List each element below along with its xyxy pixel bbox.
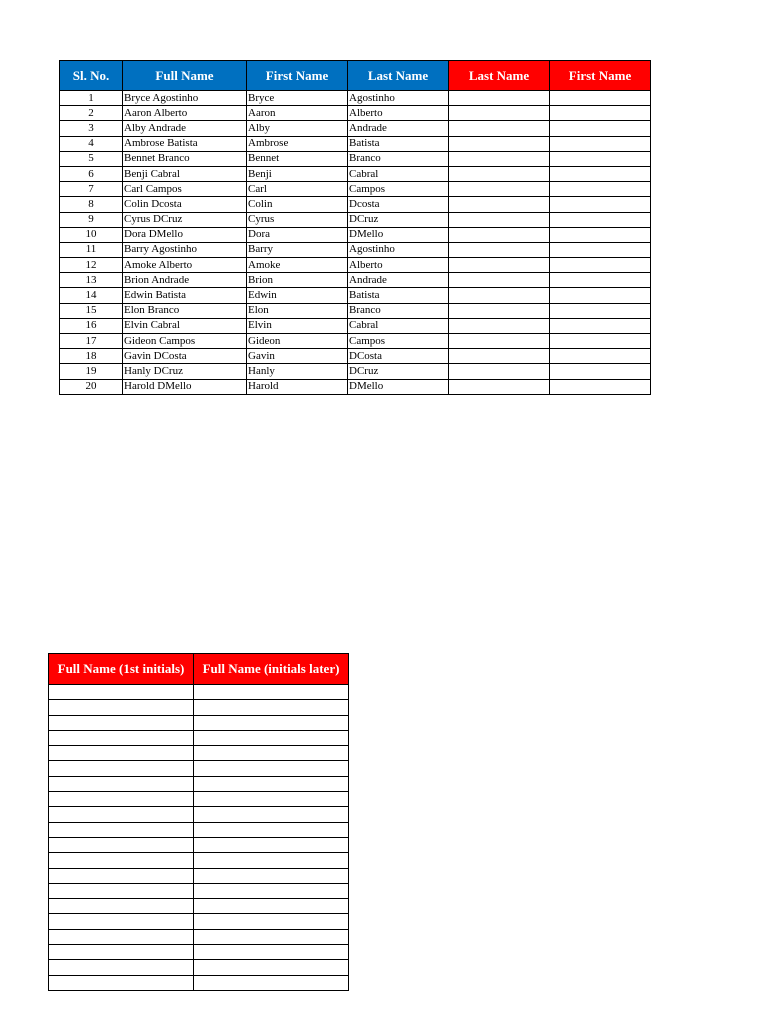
header-full-name-initials-later[interactable]: Full Name (initials later) <box>194 654 349 685</box>
cell-first-name-result[interactable] <box>550 334 651 349</box>
cell-sl-no[interactable]: 10 <box>60 227 123 242</box>
cell-sl-no[interactable]: 14 <box>60 288 123 303</box>
cell-full-name[interactable]: Elon Branco <box>123 303 247 318</box>
cell-full-name[interactable]: Harold DMello <box>123 379 247 394</box>
cell-full-name-first-initials[interactable] <box>49 715 194 730</box>
table-row <box>60 182 651 197</box>
cell-full-name[interactable]: Ambrose Batista <box>123 136 247 151</box>
cell-last-name[interactable]: Campos <box>348 182 449 197</box>
cell-sl-no[interactable]: 15 <box>60 303 123 318</box>
cell-sl-no[interactable]: 13 <box>60 273 123 288</box>
cell-first-name-result[interactable] <box>550 151 651 166</box>
cell-full-name-first-initials[interactable] <box>49 746 194 761</box>
cell-first-name-result[interactable] <box>550 379 651 394</box>
cell-last-name[interactable]: Batista <box>348 136 449 151</box>
cell-first-name-result[interactable] <box>550 166 651 181</box>
cell-full-name-initials-later[interactable] <box>194 746 349 761</box>
cell-first-name-result[interactable] <box>550 106 651 121</box>
cell-last-name-result[interactable] <box>449 364 550 379</box>
cell-full-name-first-initials[interactable] <box>49 929 194 944</box>
cell-first-name-result[interactable] <box>550 258 651 273</box>
table-row <box>60 318 651 333</box>
table-row <box>60 227 651 242</box>
cell-sl-no[interactable]: 5 <box>60 151 123 166</box>
cell-sl-no[interactable]: 18 <box>60 349 123 364</box>
header-first-name[interactable]: First Name <box>247 61 348 91</box>
cell-full-name[interactable]: Cyrus DCruz <box>123 212 247 227</box>
cell-full-name-initials-later[interactable] <box>194 807 349 822</box>
cell-first-name-result[interactable] <box>550 197 651 212</box>
cell-sl-no[interactable]: 11 <box>60 242 123 257</box>
cell-full-name[interactable]: Benji Cabral <box>123 166 247 181</box>
cell-sl-no[interactable]: 4 <box>60 136 123 151</box>
cell-full-name-initials-later[interactable] <box>194 853 349 868</box>
table-row <box>60 303 651 318</box>
cell-full-name-first-initials[interactable] <box>49 914 194 929</box>
cell-last-name-result[interactable] <box>449 258 550 273</box>
names-table-body <box>60 91 651 395</box>
table-row <box>49 929 349 944</box>
cell-first-name-result[interactable] <box>550 91 651 106</box>
cell-full-name-initials-later[interactable] <box>194 899 349 914</box>
table-row <box>49 700 349 715</box>
cell-sl-no[interactable]: 3 <box>60 121 123 136</box>
cell-first-name[interactable]: Elvin <box>247 318 348 333</box>
header-last-name[interactable]: Last Name <box>348 61 449 91</box>
cell-last-name-result[interactable] <box>449 318 550 333</box>
table-row <box>49 899 349 914</box>
table-row <box>60 273 651 288</box>
cell-last-name-result[interactable] <box>449 151 550 166</box>
cell-last-name[interactable]: Branco <box>348 303 449 318</box>
cell-first-name[interactable]: Barry <box>247 242 348 257</box>
table-row <box>49 792 349 807</box>
table-row <box>49 837 349 852</box>
cell-full-name[interactable]: Bennet Branco <box>123 151 247 166</box>
cell-last-name[interactable]: Andrade <box>348 273 449 288</box>
cell-last-name[interactable]: Andrade <box>348 121 449 136</box>
cell-last-name-result[interactable] <box>449 91 550 106</box>
table-row <box>49 960 349 975</box>
cell-first-name-result[interactable] <box>550 349 651 364</box>
table-row <box>49 776 349 791</box>
table-row <box>49 914 349 929</box>
cell-last-name-result[interactable] <box>449 121 550 136</box>
cell-last-name[interactable]: Dcosta <box>348 197 449 212</box>
cell-last-name-result[interactable] <box>449 197 550 212</box>
cell-first-name[interactable]: Aaron <box>247 106 348 121</box>
cell-full-name-first-initials[interactable] <box>49 945 194 960</box>
cell-full-name[interactable]: Elvin Cabral <box>123 318 247 333</box>
cell-full-name-initials-later[interactable] <box>194 960 349 975</box>
cell-full-name-initials-later[interactable] <box>194 761 349 776</box>
initials-header-row <box>49 654 349 685</box>
cell-last-name-result[interactable] <box>449 379 550 394</box>
cell-full-name-initials-later[interactable] <box>194 715 349 730</box>
cell-full-name-first-initials[interactable] <box>49 960 194 975</box>
cell-full-name-initials-later[interactable] <box>194 868 349 883</box>
cell-full-name-initials-later[interactable] <box>194 945 349 960</box>
names-header-row <box>60 61 651 91</box>
cell-sl-no[interactable]: 8 <box>60 197 123 212</box>
cell-sl-no[interactable]: 20 <box>60 379 123 394</box>
cell-first-name[interactable]: Hanly <box>247 364 348 379</box>
cell-full-name[interactable]: Brion Andrade <box>123 273 247 288</box>
cell-first-name[interactable]: Dora <box>247 227 348 242</box>
cell-first-name-result[interactable] <box>550 242 651 257</box>
header-full-name-first-initials[interactable]: Full Name (1st initials) <box>49 654 194 685</box>
table-row <box>49 715 349 730</box>
cell-last-name[interactable]: Branco <box>348 151 449 166</box>
cell-full-name-initials-later[interactable] <box>194 700 349 715</box>
table-row <box>60 242 651 257</box>
table-row <box>60 288 651 303</box>
table-row <box>49 975 349 990</box>
cell-first-name[interactable]: Gavin <box>247 349 348 364</box>
cell-full-name[interactable]: Aaron Alberto <box>123 106 247 121</box>
cell-last-name-result[interactable] <box>449 227 550 242</box>
table-row <box>49 761 349 776</box>
cell-last-name[interactable]: DMello <box>348 379 449 394</box>
cell-first-name[interactable]: Alby <box>247 121 348 136</box>
cell-last-name-result[interactable] <box>449 106 550 121</box>
cell-first-name[interactable]: Edwin <box>247 288 348 303</box>
cell-first-name-result[interactable] <box>550 318 651 333</box>
cell-last-name-result[interactable] <box>449 212 550 227</box>
table-row <box>60 334 651 349</box>
cell-first-name[interactable]: Harold <box>247 379 348 394</box>
cell-first-name[interactable]: Bennet <box>247 151 348 166</box>
cell-first-name[interactable]: Gideon <box>247 334 348 349</box>
cell-first-name[interactable]: Cyrus <box>247 212 348 227</box>
cell-last-name-result[interactable] <box>449 166 550 181</box>
cell-sl-no[interactable]: 2 <box>60 106 123 121</box>
cell-last-name[interactable]: DCruz <box>348 212 449 227</box>
cell-first-name[interactable]: Ambrose <box>247 136 348 151</box>
table-row <box>60 364 651 379</box>
cell-full-name-initials-later[interactable] <box>194 975 349 990</box>
cell-last-name-result[interactable] <box>449 303 550 318</box>
cell-full-name-first-initials[interactable] <box>49 822 194 837</box>
cell-first-name[interactable]: Elon <box>247 303 348 318</box>
cell-last-name[interactable]: DCruz <box>348 364 449 379</box>
cell-sl-no[interactable]: 6 <box>60 166 123 181</box>
cell-last-name[interactable]: DCosta <box>348 349 449 364</box>
cell-full-name-first-initials[interactable] <box>49 807 194 822</box>
cell-full-name-initials-later[interactable] <box>194 914 349 929</box>
header-last-name-result[interactable]: Last Name <box>449 61 550 91</box>
cell-full-name[interactable]: Gavin DCosta <box>123 349 247 364</box>
cell-last-name[interactable]: Cabral <box>348 318 449 333</box>
cell-first-name-result[interactable] <box>550 136 651 151</box>
initials-table-body <box>49 685 349 991</box>
cell-last-name[interactable]: Agostinho <box>348 242 449 257</box>
cell-last-name[interactable]: Cabral <box>348 166 449 181</box>
cell-full-name-first-initials[interactable] <box>49 776 194 791</box>
cell-full-name[interactable]: Alby Andrade <box>123 121 247 136</box>
cell-first-name-result[interactable] <box>550 212 651 227</box>
cell-full-name-initials-later[interactable] <box>194 822 349 837</box>
table-row <box>60 197 651 212</box>
table-row <box>60 258 651 273</box>
cell-full-name-first-initials[interactable] <box>49 868 194 883</box>
cell-full-name[interactable]: Edwin Batista <box>123 288 247 303</box>
cell-full-name-first-initials[interactable] <box>49 975 194 990</box>
table-row <box>49 822 349 837</box>
table-row <box>60 166 651 181</box>
cell-full-name-first-initials[interactable] <box>49 792 194 807</box>
cell-last-name-result[interactable] <box>449 182 550 197</box>
cell-full-name[interactable]: Dora DMello <box>123 227 247 242</box>
table-row <box>60 212 651 227</box>
cell-first-name[interactable]: Benji <box>247 166 348 181</box>
cell-full-name-initials-later[interactable] <box>194 685 349 700</box>
cell-full-name-first-initials[interactable] <box>49 899 194 914</box>
cell-first-name-result[interactable] <box>550 303 651 318</box>
cell-full-name[interactable]: Hanly DCruz <box>123 364 247 379</box>
cell-full-name[interactable]: Colin Dcosta <box>123 197 247 212</box>
table-row <box>49 807 349 822</box>
cell-full-name[interactable]: Bryce Agostinho <box>123 91 247 106</box>
table-row <box>49 945 349 960</box>
table-row <box>60 121 651 136</box>
cell-sl-no[interactable]: 1 <box>60 91 123 106</box>
table-row <box>60 136 651 151</box>
cell-last-name[interactable]: Campos <box>348 334 449 349</box>
initials-table <box>48 653 349 991</box>
cell-full-name-first-initials[interactable] <box>49 700 194 715</box>
cell-last-name[interactable]: Alberto <box>348 106 449 121</box>
cell-first-name-result[interactable] <box>550 182 651 197</box>
cell-first-name[interactable]: Brion <box>247 273 348 288</box>
names-table <box>59 60 651 395</box>
cell-full-name[interactable]: Barry Agostinho <box>123 242 247 257</box>
table-row <box>49 730 349 745</box>
table-row <box>49 685 349 700</box>
cell-sl-no[interactable]: 9 <box>60 212 123 227</box>
cell-first-name[interactable]: Carl <box>247 182 348 197</box>
cell-full-name-first-initials[interactable] <box>49 837 194 852</box>
cell-first-name[interactable]: Colin <box>247 197 348 212</box>
table-row <box>60 106 651 121</box>
cell-first-name-result[interactable] <box>550 227 651 242</box>
cell-sl-no[interactable]: 16 <box>60 318 123 333</box>
cell-last-name-result[interactable] <box>449 349 550 364</box>
cell-first-name[interactable]: Bryce <box>247 91 348 106</box>
header-sl-no[interactable]: Sl. No. <box>60 61 123 91</box>
cell-sl-no[interactable]: 12 <box>60 258 123 273</box>
header-first-name-result[interactable]: First Name <box>550 61 651 91</box>
table-row <box>60 151 651 166</box>
cell-last-name[interactable]: DMello <box>348 227 449 242</box>
cell-full-name[interactable]: Gideon Campos <box>123 334 247 349</box>
table-row <box>49 853 349 868</box>
cell-full-name-first-initials[interactable] <box>49 761 194 776</box>
cell-full-name-first-initials[interactable] <box>49 853 194 868</box>
cell-full-name-first-initials[interactable] <box>49 730 194 745</box>
cell-sl-no[interactable]: 19 <box>60 364 123 379</box>
cell-sl-no[interactable]: 17 <box>60 334 123 349</box>
cell-full-name-initials-later[interactable] <box>194 730 349 745</box>
cell-last-name-result[interactable] <box>449 273 550 288</box>
cell-full-name[interactable]: Amoke Alberto <box>123 258 247 273</box>
cell-sl-no[interactable]: 7 <box>60 182 123 197</box>
table-row <box>49 746 349 761</box>
cell-full-name-first-initials[interactable] <box>49 883 194 898</box>
table-row <box>49 883 349 898</box>
cell-first-name-result[interactable] <box>550 364 651 379</box>
cell-last-name-result[interactable] <box>449 242 550 257</box>
cell-first-name-result[interactable] <box>550 273 651 288</box>
cell-full-name-initials-later[interactable] <box>194 929 349 944</box>
cell-first-name[interactable]: Amoke <box>247 258 348 273</box>
cell-last-name[interactable]: Batista <box>348 288 449 303</box>
header-full-name[interactable]: Full Name <box>123 61 247 91</box>
cell-full-name-initials-later[interactable] <box>194 837 349 852</box>
table-row <box>60 91 651 106</box>
cell-last-name-result[interactable] <box>449 288 550 303</box>
cell-first-name-result[interactable] <box>550 288 651 303</box>
table-row <box>49 868 349 883</box>
cell-first-name-result[interactable] <box>550 121 651 136</box>
table-row <box>60 379 651 394</box>
table-row <box>60 349 651 364</box>
cell-last-name-result[interactable] <box>449 334 550 349</box>
cell-last-name-result[interactable] <box>449 136 550 151</box>
cell-last-name[interactable]: Agostinho <box>348 91 449 106</box>
cell-last-name[interactable]: Alberto <box>348 258 449 273</box>
cell-full-name-first-initials[interactable] <box>49 685 194 700</box>
cell-full-name-initials-later[interactable] <box>194 776 349 791</box>
cell-full-name-initials-later[interactable] <box>194 883 349 898</box>
cell-full-name-initials-later[interactable] <box>194 792 349 807</box>
cell-full-name[interactable]: Carl Campos <box>123 182 247 197</box>
